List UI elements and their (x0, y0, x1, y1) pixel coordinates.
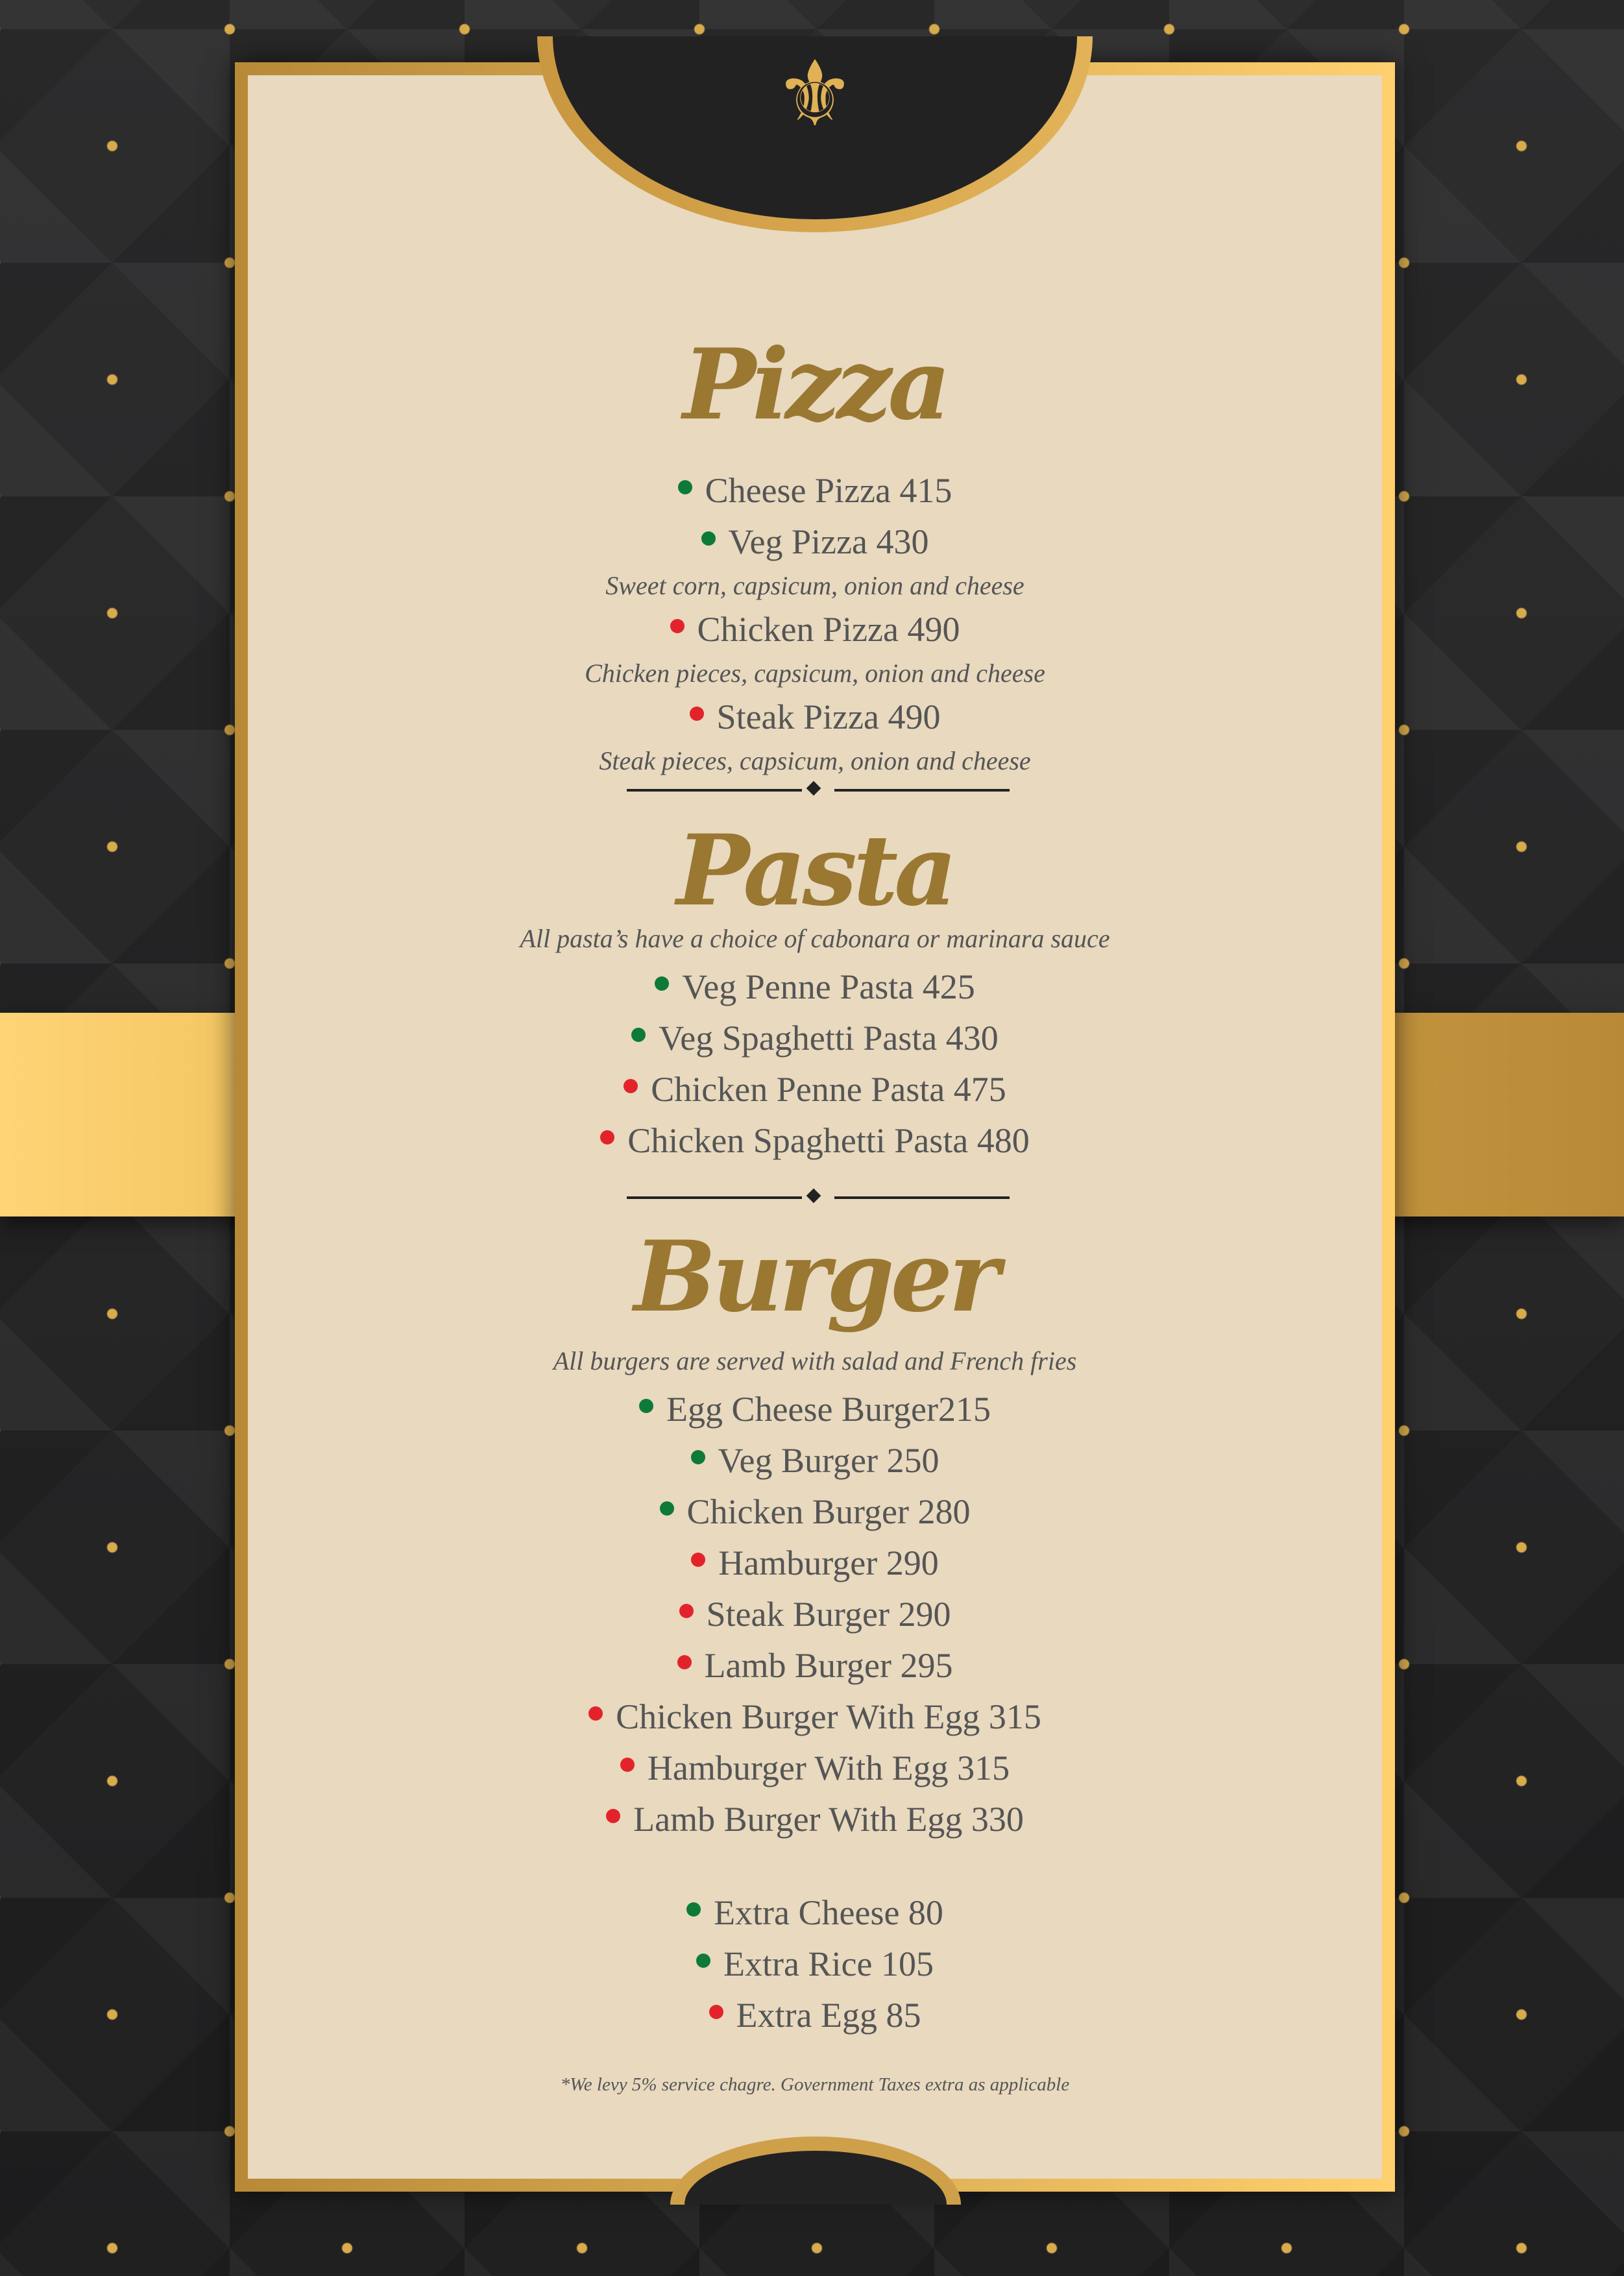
nonveg-dot-icon (620, 1758, 635, 1772)
veg-dot-icon (660, 1501, 674, 1516)
menu-item (235, 1064, 1395, 1115)
menu-item-description: Chicken pieces, capsicum, onion and cheese (585, 659, 1045, 688)
nonveg-dot-icon (709, 2005, 723, 2019)
burger-list (235, 1384, 1395, 1845)
menu-item (235, 465, 1395, 516)
menu-item (235, 962, 1395, 1013)
menu-item-label: Chicken Burger 280 (686, 1492, 971, 1531)
menu-item-label: Veg Burger 250 (718, 1441, 939, 1480)
menu-item (235, 1486, 1395, 1538)
section-title-pasta: Pasta (676, 814, 954, 928)
menu-item-label: Lamb Burger 295 (704, 1646, 953, 1685)
menu-item (235, 1589, 1395, 1640)
menu-item (235, 1794, 1395, 1845)
menu-item-label: Veg Spaghetti Pasta 430 (659, 1019, 999, 1058)
veg-dot-icon (701, 531, 716, 546)
menu-item (235, 1691, 1395, 1743)
extras-list (235, 1887, 1395, 2041)
nonveg-dot-icon (677, 1655, 692, 1669)
menu-item (235, 1538, 1395, 1589)
menu-item (235, 1939, 1395, 1990)
menu-item-label: Veg Penne Pasta 425 (682, 967, 975, 1006)
menu-item (235, 1743, 1395, 1794)
menu-item (235, 516, 1395, 568)
menu-item-label: Hamburger 290 (718, 1544, 939, 1582)
veg-dot-icon (696, 1954, 710, 1968)
menu-item-label: Steak Pizza 490 (716, 697, 941, 736)
footnote: *We levy 5% service chagre. Government Taxes extra as applicable (560, 2074, 1070, 2095)
burger-note: All burgers are served with salad and French fries (553, 1346, 1077, 1375)
menu-item (235, 1887, 1395, 1939)
menu-item-label: Hamburger With Egg 315 (647, 1749, 1010, 1787)
menu-item-label: Extra Rice 105 (723, 1944, 934, 1983)
menu-item (235, 1990, 1395, 2041)
nonveg-dot-icon (670, 619, 685, 633)
nonveg-dot-icon (588, 1706, 603, 1721)
menu-item-label: Egg Cheese Burger215 (666, 1390, 991, 1429)
nonveg-dot-icon (690, 707, 704, 721)
menu-item (235, 692, 1395, 743)
divider (235, 1191, 1395, 1204)
fleur-de-lis-icon: ⚜ (774, 42, 856, 147)
diamond-icon (806, 781, 821, 796)
menu-item-label: Chicken Penne Pasta 475 (651, 1070, 1006, 1109)
pizza-list (235, 465, 1395, 779)
pasta-note: All pasta’s have a choice of cabonara or marinara sauce (520, 924, 1110, 953)
veg-dot-icon (655, 976, 669, 991)
veg-dot-icon (686, 1902, 701, 1917)
veg-dot-icon (691, 1450, 705, 1464)
nonveg-dot-icon (624, 1079, 638, 1093)
menu-item (235, 1384, 1395, 1435)
menu-item-label: Veg Pizza 430 (728, 522, 929, 561)
menu-item-label: Steak Burger 290 (706, 1595, 951, 1634)
menu-item-description: Sweet corn, capsicum, onion and cheese (605, 571, 1024, 600)
menu-item-description: Steak pieces, capsicum, onion and cheese (599, 746, 1031, 775)
menu-card (235, 42, 1395, 2192)
menu-item-label: Lamb Burger With Egg 330 (633, 1800, 1024, 1839)
veg-dot-icon (631, 1028, 646, 1042)
nonveg-dot-icon (691, 1553, 705, 1567)
diamond-icon (806, 1189, 821, 1204)
menu-item-label: Chicken Burger With Egg 315 (616, 1697, 1041, 1736)
menu-item-label: Chicken Pizza 490 (697, 610, 960, 649)
nonveg-dot-icon (600, 1130, 614, 1144)
menu-item-label: Chicken Spaghetti Pasta 480 (627, 1121, 1030, 1160)
nonveg-dot-icon (606, 1809, 620, 1823)
menu-item (235, 1013, 1395, 1064)
menu-item (235, 1435, 1395, 1486)
menu-content (235, 62, 1395, 2192)
menu-item (235, 1640, 1395, 1691)
section-title-burger: Burger (633, 1220, 997, 1334)
divider (235, 783, 1395, 796)
section-title-pizza: Pizza (683, 328, 947, 442)
pasta-list (235, 962, 1395, 1167)
nonveg-dot-icon (679, 1604, 694, 1618)
menu-item-label: Extra Cheese 80 (714, 1893, 943, 1932)
veg-dot-icon (639, 1399, 653, 1413)
menu-item-label: Cheese Pizza 415 (705, 471, 952, 510)
menu-item (235, 604, 1395, 655)
veg-dot-icon (678, 480, 692, 494)
menu-item-label: Extra Egg 85 (736, 1996, 921, 2035)
menu-item (235, 1115, 1395, 1167)
